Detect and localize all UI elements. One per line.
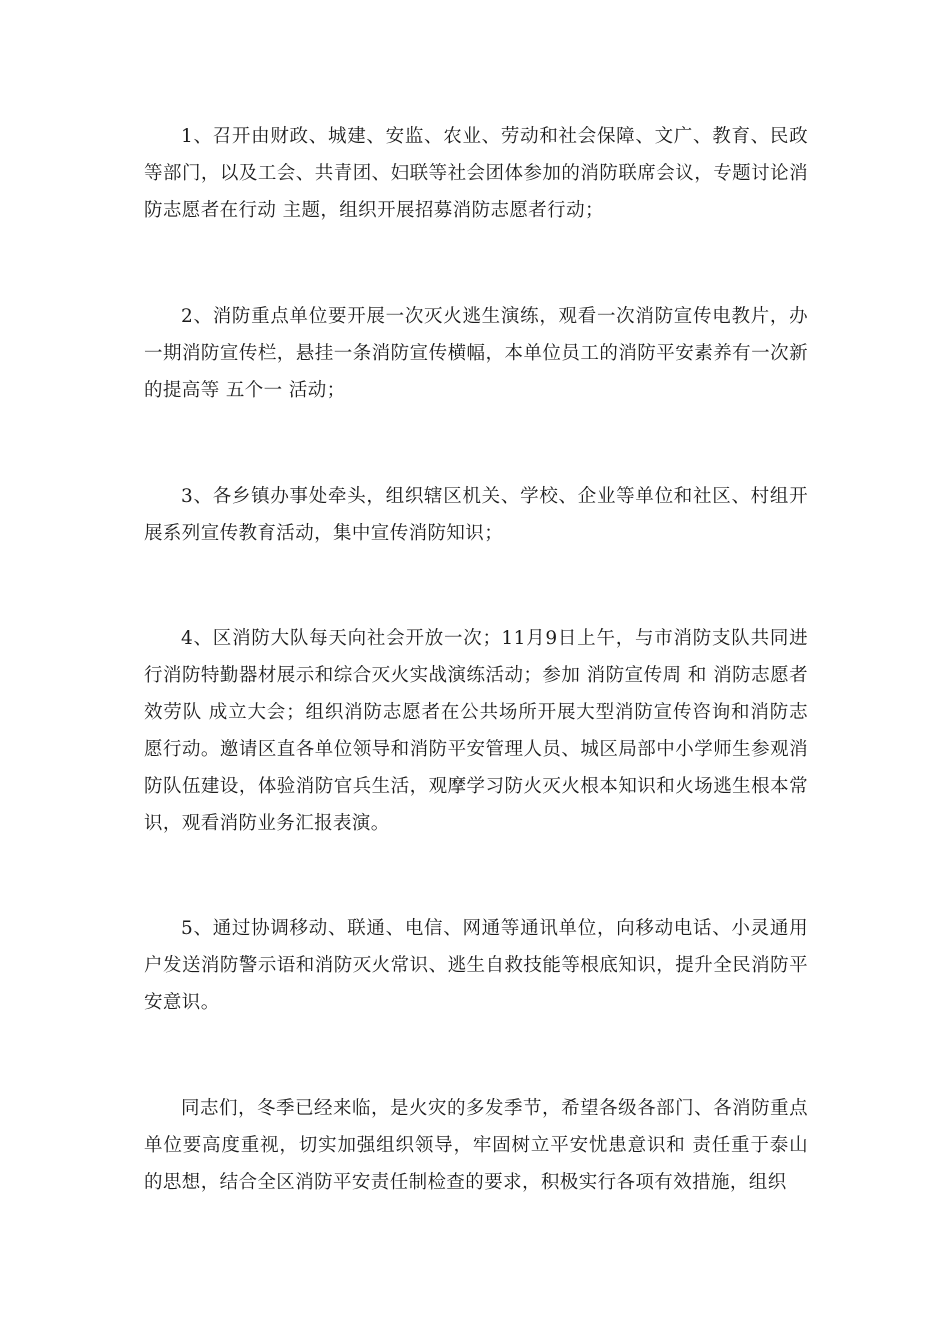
paragraph-item-2: 2、消防重点单位要开展一次灭火逃生演练，观看一次消防宣传电教片，办一期消防宣传栏，悬挂一条消防宣传横幅，本单位员工的消防平安素养有一次新的提高等 五个一 活动； [144,306,808,401]
paragraph-item-5: 5、通过协调移动、联通、电信、网通等通讯单位，向移动电话、小灵通用户发送消防警示语和消防灭火常识、逃生自救技能等根底知识，提升全民消防平安意识。 [144,918,808,1013]
paragraph-item-4: 4、区消防大队每天向社会开放一次；11月9日上午，与市消防支队共同进行消防特勤器材展示和综合灭火实战演练活动；参加 消防宣传周 和 消防志愿者效劳队 成立大会；组织消防志愿者在公共场所开展大型消防宣传咨询和消防志愿行动。邀请区直各单位领导和消防平安管理人员、城区局部中小学师生参观消防队伍建设，体验消防官兵生活，观摩学习防火灭火根本知识和火场逃生根本常识，观看消防业务汇报表演。 [144,628,808,834]
paragraph-closing: 同志们，冬季已经来临，是火灾的多发季节，希望各级各部门、各消防重点单位要高度重视，切实加强组织领导，牢固树立平安忧患意识和 责任重于泰山的思想，结合全区消防平安责任制检查的要求，积极实行各项有效措施，组织 [144,1098,808,1193]
paragraph-item-3: 3、各乡镇办事处牵头，组织辖区机关、学校、企业等单位和社区、村组开展系列宣传教育活动，集中宣传消防知识； [144,486,808,544]
paragraph-item-1: 1、召开由财政、城建、安监、农业、劳动和社会保障、文广、教育、民政等部门，以及工会、共青团、妇联等社会团体参加的消防联席会议，专题讨论消防志愿者在行动 主题，组织开展招募消防志愿者行动； [144,126,808,221]
